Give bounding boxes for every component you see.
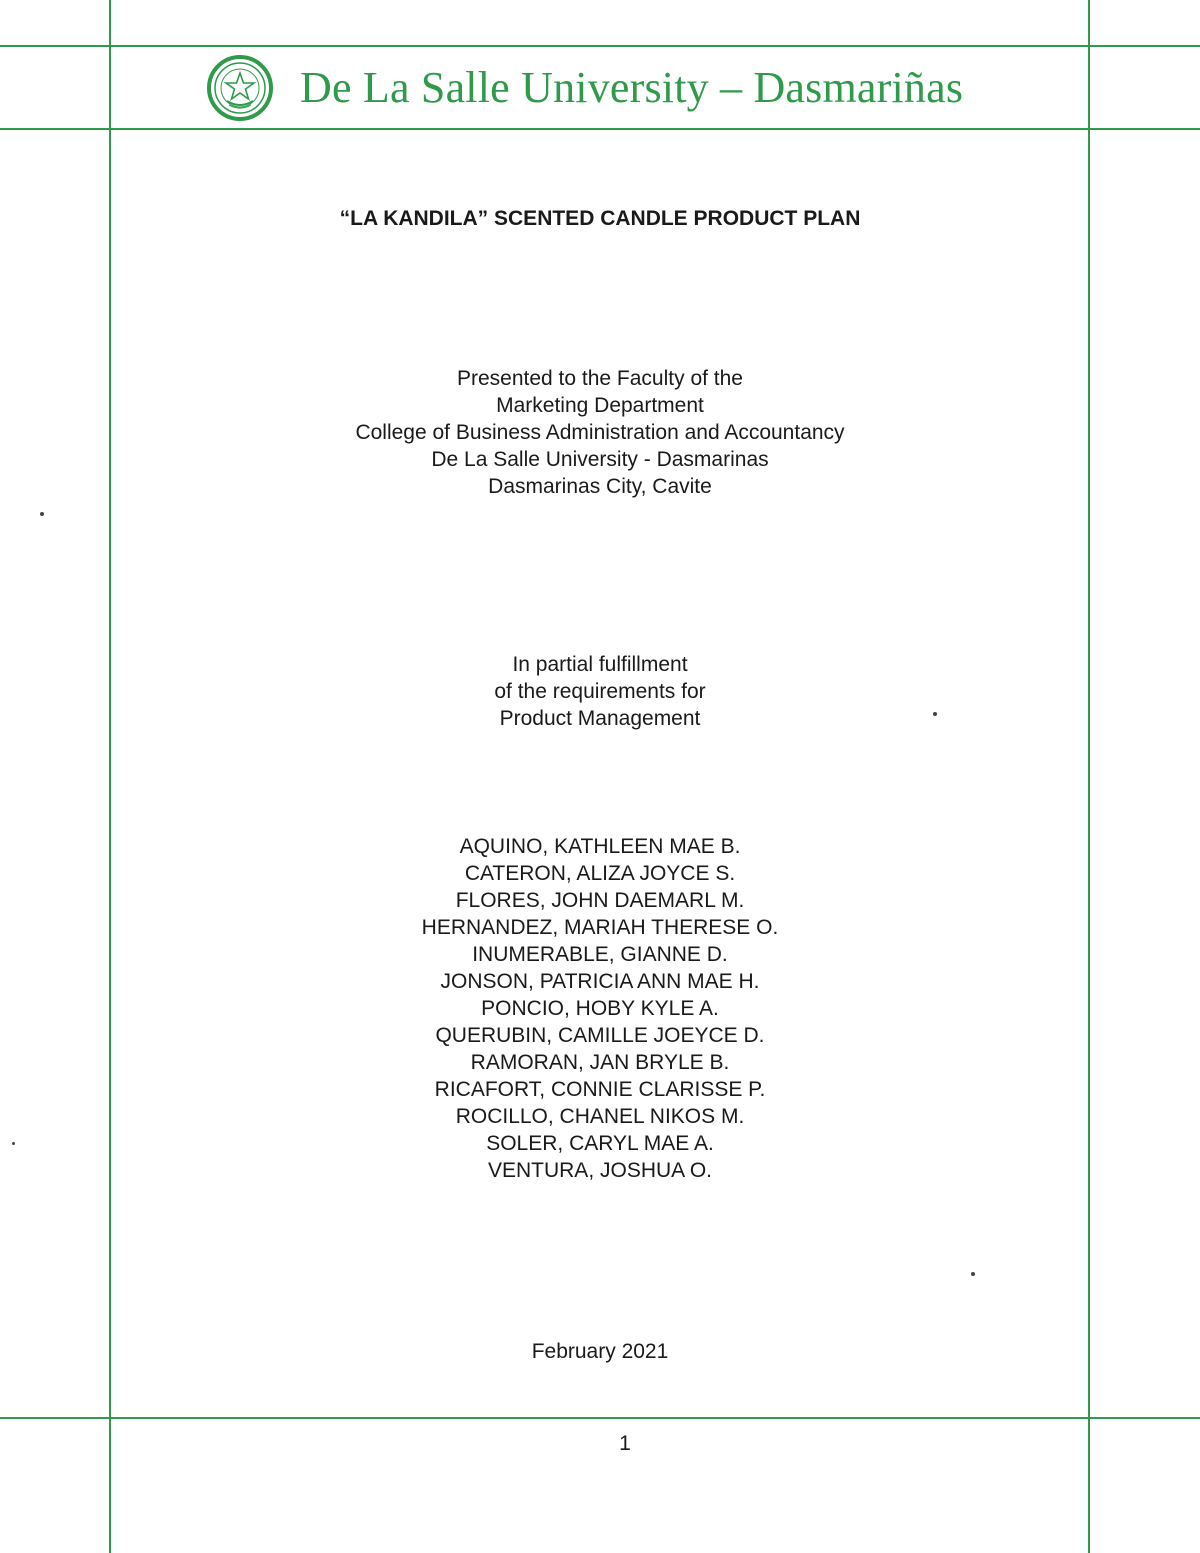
footer-top-line bbox=[0, 1417, 1200, 1419]
author-list bbox=[110, 833, 1090, 1184]
scan-speck bbox=[12, 1142, 15, 1145]
author-name: SOLER, CARYL MAE A. bbox=[486, 1132, 714, 1155]
author-name: VENTURA, JOSHUA O. bbox=[487, 1159, 713, 1182]
presented-line: Marketing Department bbox=[496, 394, 704, 417]
page-number: 1 bbox=[619, 1432, 631, 1455]
author-name: RAMORAN, JAN BRYLE B. bbox=[470, 1051, 730, 1074]
scan-speck bbox=[971, 1272, 975, 1276]
left-border-line bbox=[109, 0, 111, 1553]
fulfillment-line: In partial fulfillment bbox=[512, 653, 688, 676]
university-seal-icon bbox=[207, 53, 273, 123]
presented-block bbox=[110, 365, 1090, 500]
author-name: RICAFORT, CONNIE CLARISSE P. bbox=[434, 1078, 766, 1101]
fulfillment-line: Product Management bbox=[499, 707, 701, 730]
author-name: AQUINO, KATHLEEN MAE B. bbox=[459, 835, 741, 858]
author-name: HERNANDEZ, MARIAH THERESE O. bbox=[421, 916, 779, 939]
document-title: “LA KANDILA” SCENTED CANDLE PRODUCT PLAN bbox=[339, 207, 861, 230]
presented-line: College of Business Administration and Accountancy bbox=[355, 421, 845, 444]
author-name: ROCILLO, CHANEL NIKOS M. bbox=[455, 1105, 745, 1128]
author-name: PONCIO, HOBY KYLE A. bbox=[481, 997, 719, 1020]
fulfillment-block bbox=[110, 651, 1090, 732]
author-name: QUERUBIN, CAMILLE JOEYCE D. bbox=[435, 1024, 765, 1047]
author-name: INUMERABLE, GIANNE D. bbox=[472, 943, 728, 966]
fulfillment-line: of the requirements for bbox=[494, 680, 706, 703]
author-name: JONSON, PATRICIA ANN MAE H. bbox=[440, 970, 760, 993]
header-top-line bbox=[0, 45, 1200, 47]
document-date: February 2021 bbox=[531, 1340, 669, 1363]
right-border-line bbox=[1088, 0, 1090, 1553]
presented-line: Dasmarinas City, Cavite bbox=[488, 475, 712, 498]
author-name: CATERON, ALIZA JOYCE S. bbox=[464, 862, 736, 885]
presented-line: Presented to the Faculty of the bbox=[456, 367, 743, 390]
author-name: FLORES, JOHN DAEMARL M. bbox=[455, 889, 745, 912]
header-bottom-line bbox=[0, 128, 1200, 130]
scan-speck bbox=[40, 512, 44, 516]
scan-speck bbox=[933, 712, 937, 716]
presented-line: De La Salle University - Dasmarinas bbox=[431, 448, 769, 471]
university-name: De La Salle University – Dasmariñas bbox=[300, 63, 964, 112]
